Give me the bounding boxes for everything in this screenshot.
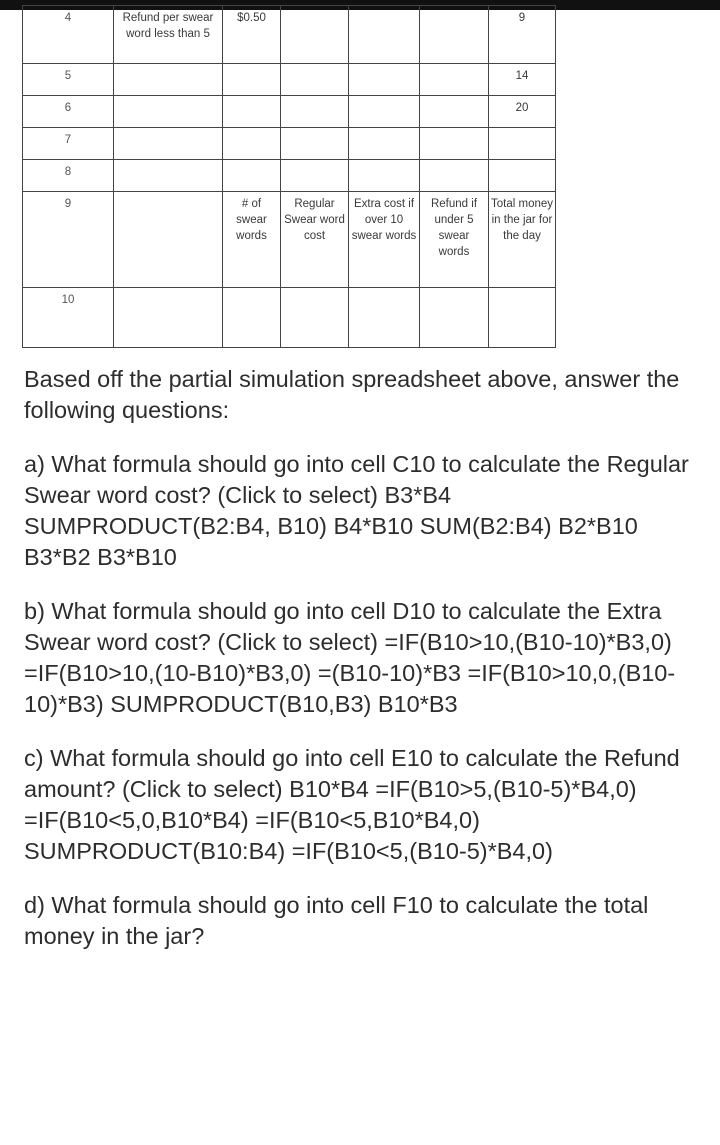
table-cell[interactable] xyxy=(281,160,349,192)
table-cell[interactable] xyxy=(281,6,349,64)
table-cell[interactable] xyxy=(223,288,281,348)
formula-option[interactable]: SUMPRODUCT(B2:B4, B10) xyxy=(24,513,327,539)
table-cell[interactable]: Total money in the jar for the day xyxy=(489,192,556,288)
table-cell[interactable] xyxy=(281,288,349,348)
row-number-cell[interactable]: 6 xyxy=(23,96,114,128)
row-number-cell[interactable]: 9 xyxy=(23,192,114,288)
table-row xyxy=(23,288,640,348)
click-to-select-dropdown[interactable]: (Click to select) xyxy=(217,629,378,655)
table-cell[interactable] xyxy=(114,96,223,128)
table-cell[interactable] xyxy=(489,288,556,348)
table-cell[interactable]: 9 xyxy=(489,6,556,64)
table-cell[interactable]: Refund if under 5 swear words xyxy=(420,192,489,288)
question-block xyxy=(24,890,700,952)
formula-option[interactable]: =IF(B10>10,0,(B10-10)*B3) xyxy=(24,660,676,717)
table-row xyxy=(23,96,640,128)
question-prompt: d) What formula should go into cell F10 to calculate the total money in the jar? xyxy=(24,892,649,949)
formula-option[interactable]: SUMPRODUCT(B10:B4) xyxy=(24,838,286,864)
table-cell[interactable] xyxy=(349,128,420,160)
table-cell[interactable] xyxy=(489,128,556,160)
table-row xyxy=(23,128,640,160)
formula-option[interactable]: B4*B10 xyxy=(333,513,414,539)
intro-text: Based off the partial simulation spreadsheet above, answer the following questions: xyxy=(24,366,680,423)
table-cell[interactable] xyxy=(114,128,223,160)
formula-option[interactable]: =IF(B10>10,(10-B10)*B3,0) xyxy=(24,660,312,686)
table-cell[interactable] xyxy=(114,64,223,96)
table-cell[interactable] xyxy=(420,6,489,64)
formula-option[interactable]: =IF(B10<5,(B10-5)*B4,0) xyxy=(291,838,553,864)
formula-option[interactable]: B2*B10 xyxy=(558,513,638,539)
spreadsheet-table xyxy=(22,5,640,348)
question-prompt: c) What formula should go into cell E10 to calculate the Refund amount? xyxy=(24,745,680,802)
table-cell[interactable] xyxy=(281,64,349,96)
table-cell[interactable] xyxy=(420,128,489,160)
question-prompt: b) What formula should go into cell D10 to calculate the Extra Swear word cost? xyxy=(24,598,662,655)
formula-option[interactable]: B10*B3 xyxy=(377,691,458,717)
table-cell[interactable]: Refund per swear word less than 5 xyxy=(114,6,223,64)
formula-option[interactable]: =IF(B10>5,(B10-5)*B4,0) xyxy=(375,776,637,802)
table-cell[interactable]: Extra cost if over 10 swear words xyxy=(349,192,420,288)
row-number-cell[interactable]: 10 xyxy=(23,288,114,348)
table-cell[interactable]: 14 xyxy=(489,64,556,96)
row-number-cell[interactable]: 5 xyxy=(23,64,114,96)
formula-option[interactable]: SUM(B2:B4) xyxy=(419,513,552,539)
table-cell[interactable]: Regular Swear word cost xyxy=(281,192,349,288)
table-cell[interactable] xyxy=(349,96,420,128)
table-cell[interactable] xyxy=(114,288,223,348)
table-cell[interactable] xyxy=(349,64,420,96)
table-row xyxy=(23,6,640,64)
formula-option[interactable]: B3*B4 xyxy=(384,482,452,508)
table-cell[interactable] xyxy=(489,160,556,192)
formula-option[interactable]: B3*B2 xyxy=(24,544,91,570)
table-row xyxy=(23,192,640,288)
row-number-cell[interactable]: 7 xyxy=(23,128,114,160)
table-cell[interactable] xyxy=(281,96,349,128)
table-cell[interactable] xyxy=(349,6,420,64)
formula-option[interactable]: =IF(B10<5,0,B10*B4) xyxy=(24,807,249,833)
questions-section xyxy=(24,364,700,975)
click-to-select-dropdown[interactable]: (Click to select) xyxy=(217,482,378,508)
table-cell[interactable] xyxy=(420,96,489,128)
table-row xyxy=(23,64,640,96)
table-cell[interactable] xyxy=(114,192,223,288)
table-cell[interactable] xyxy=(281,128,349,160)
table-cell[interactable] xyxy=(223,96,281,128)
click-to-select-dropdown[interactable]: (Click to select) xyxy=(121,776,283,802)
table-cell[interactable] xyxy=(420,160,489,192)
table-cell[interactable] xyxy=(114,160,223,192)
formula-option[interactable]: =IF(B10<5,B10*B4,0) xyxy=(255,807,480,833)
formula-option[interactable]: B3*B10 xyxy=(97,544,177,570)
row-number-cell[interactable]: 8 xyxy=(23,160,114,192)
formula-option[interactable]: =(B10-10)*B3 xyxy=(317,660,461,686)
table-cell[interactable] xyxy=(349,160,420,192)
formula-option[interactable]: B10*B4 xyxy=(289,776,369,802)
table-row xyxy=(23,160,640,192)
question-block xyxy=(24,596,700,720)
row-number-cell[interactable]: 4 xyxy=(23,6,114,64)
table-cell[interactable]: $0.50 xyxy=(223,6,281,64)
table-cell[interactable] xyxy=(420,64,489,96)
formula-option[interactable]: SUMPRODUCT(B10,B3) xyxy=(110,691,372,717)
question-block xyxy=(24,449,700,573)
table-cell[interactable] xyxy=(223,160,281,192)
table-cell[interactable] xyxy=(349,288,420,348)
formula-option[interactable]: =IF(B10>10,(B10-10)*B3,0) xyxy=(384,629,672,655)
table-cell[interactable] xyxy=(420,288,489,348)
table-cell[interactable]: 20 xyxy=(489,96,556,128)
question-block xyxy=(24,743,700,867)
table-cell[interactable] xyxy=(223,128,281,160)
table-cell[interactable] xyxy=(223,64,281,96)
table-cell[interactable]: # of swear words xyxy=(223,192,281,288)
question-prompt: a) What formula should go into cell C10 to calculate the Regular Swear word cost? xyxy=(24,451,689,508)
